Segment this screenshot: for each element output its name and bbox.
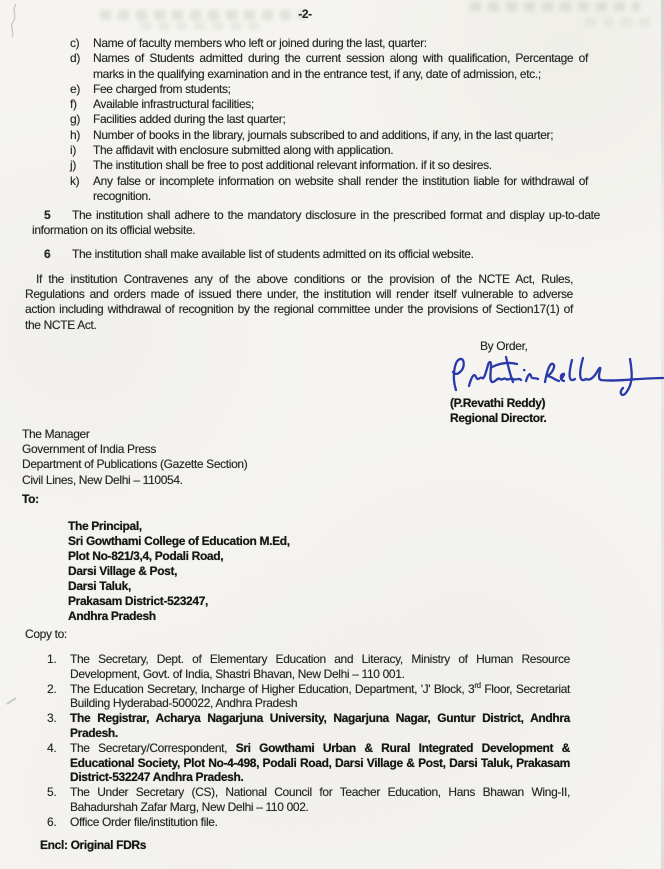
copy-to-label: Copy to:	[25, 627, 67, 641]
to-label: To:	[22, 492, 39, 506]
condition-label: c)	[70, 36, 80, 50]
copy-item-text: The Under Secretary (CS), National Council for Teacher Education, Hans Bhawan Wing-II, Bahadurshah Zafar Marg, New Delhi – 110 002.	[70, 785, 570, 814]
copy-item-text: The Registrar, Acharya Nagarjuna University, Nagarjuna Nagar, Guntur District, Andhra Pradesh.	[70, 711, 570, 740]
copy-item	[47, 682, 570, 712]
condition-item	[70, 97, 588, 112]
address-line: The Manager	[22, 427, 90, 441]
copy-item-text: The Secretary/Correspondent, Sri Gowthami Urban & Rural Integrated Development & Educational Society, Plot No-4-498, Podali Road, Darsi Village & Post, Darsi Taluk, Prakasam District-532247 Andhra Pradesh.	[70, 740, 570, 785]
copy-item	[47, 652, 570, 682]
condition-label: e)	[70, 81, 80, 96]
paragraph-6	[32, 247, 600, 262]
copy-item-number: 5.	[47, 785, 57, 800]
copy-item-text: Office Order file/institution file.	[70, 814, 218, 829]
condition-item	[70, 128, 588, 143]
address-line: Darsi Village & Post,	[68, 564, 178, 578]
enclosure-note: Encl: Original FDRs	[40, 838, 147, 852]
condition-item	[70, 51, 588, 82]
copy-item-text: The Secretary, Dept. of Elementary Education and Literacy, Ministry of Human Resource Development, Govt. of India, Shastri Bhavan, New Delhi – 110 001.	[70, 652, 570, 681]
condition-text: Available infrastructural facilities;	[93, 97, 254, 112]
copy-item-text: The Education Secretary, Incharge of Higher Education, Department, 'J' Block, 3rd Floor, Secretariat Building Hyderabad-500022, Andhra Pradesh	[70, 680, 570, 711]
bleed-through-artifact	[585, 18, 655, 26]
bleed-through-artifact	[470, 2, 640, 11]
condition-text: The institution shall be free to post additional relevant information. if it so desires.	[93, 158, 492, 173]
condition-label: h)	[70, 127, 80, 142]
condition-text: Fee charged from students;	[93, 81, 231, 96]
copy-item-number: 1.	[47, 652, 57, 666]
copy-item	[47, 741, 570, 785]
condition-label: g)	[70, 112, 80, 127]
address-line: Civil Lines, New Delhi – 110054.	[22, 472, 183, 487]
condition-item	[70, 143, 588, 158]
warning-paragraph: If the institution Contravenes any of the above conditions or the provision of the NCTE Act, Rules, Regulations and orders made of issued there under, the institution will render itself vulnerable to adverse action including withdrawal of recognition by the regional committee under the provisions of Section17(1) of the NCTE Act.	[25, 272, 573, 332]
copy-item-number: 6.	[47, 814, 57, 829]
paragraph-number: 5	[44, 208, 51, 222]
copy-item-number: 4.	[47, 740, 57, 755]
condition-text: The affidavit with enclosure submitted along with application.	[93, 143, 394, 158]
condition-label: i)	[70, 143, 76, 158]
condition-label: f)	[70, 97, 77, 112]
condition-item	[70, 158, 588, 173]
paragraph-number: 6	[44, 247, 51, 261]
copy-item	[47, 711, 570, 741]
address-line: Sri Gowthami College of Education M.Ed,	[68, 534, 290, 548]
conditions-list	[70, 36, 588, 204]
paragraph-5	[32, 208, 600, 238]
scan-edge-mark	[8, 3, 22, 39]
condition-text: Any false or incomplete information on website shall render the institution liable for withdrawal of recognition.	[93, 173, 588, 203]
by-order-label: By Order,	[480, 339, 528, 353]
condition-item	[70, 82, 588, 97]
paragraph-text: The institution shall make available list of students admitted on its official website.	[72, 247, 474, 261]
copy-item	[47, 815, 570, 830]
condition-label: j)	[70, 158, 76, 173]
address-line: Darsi Taluk,	[68, 579, 131, 593]
signature-handwriting	[448, 351, 664, 398]
paragraph-text: The institution shall adhere to the mandatory disclosure in the prescribed format and display up-to-date information on its official website.	[32, 208, 600, 238]
condition-label: k)	[70, 173, 80, 188]
copy-distribution-list	[47, 652, 570, 830]
address-line: Andhra Pradesh	[68, 609, 156, 623]
condition-item	[70, 36, 588, 51]
bleed-through-artifact	[140, 22, 260, 30]
condition-text: Name of faculty members who left or joined during the last, quarter:	[93, 36, 427, 50]
recipient-address	[68, 519, 290, 624]
manager-address	[22, 427, 247, 488]
copy-item-number: 2.	[47, 681, 57, 696]
condition-item	[70, 112, 588, 127]
copy-item-number: 3.	[47, 711, 57, 726]
address-line: Department of Publications (Gazette Section)	[22, 457, 248, 472]
condition-text: Names of Students admitted during the current session along with qualification, Percentage of marks in the qualifying examination and in the entrance test, if any, date of admission, etc.;	[93, 51, 588, 81]
bleed-through-artifact	[100, 10, 305, 20]
address-line: Government of India Press	[22, 442, 156, 457]
condition-label: d)	[70, 51, 80, 66]
signatory-title: Regional Director.	[450, 411, 547, 425]
address-line: The Principal,	[68, 519, 142, 533]
condition-text: Facilities added during the last quarter;	[93, 112, 286, 127]
page-number: -2-	[298, 7, 312, 21]
condition-text: Number of books in the library, journals subscribed to and additions, if any, in the last quarter;	[93, 127, 554, 142]
condition-item	[70, 174, 588, 205]
signatory-name: (P.Revathi Reddy)	[450, 396, 546, 410]
copy-item	[47, 785, 570, 815]
scan-margin-mark	[6, 697, 16, 705]
address-line: Plot No-821/3,4, Podali Road,	[68, 549, 224, 563]
address-line: Prakasam District-523247,	[68, 594, 209, 608]
